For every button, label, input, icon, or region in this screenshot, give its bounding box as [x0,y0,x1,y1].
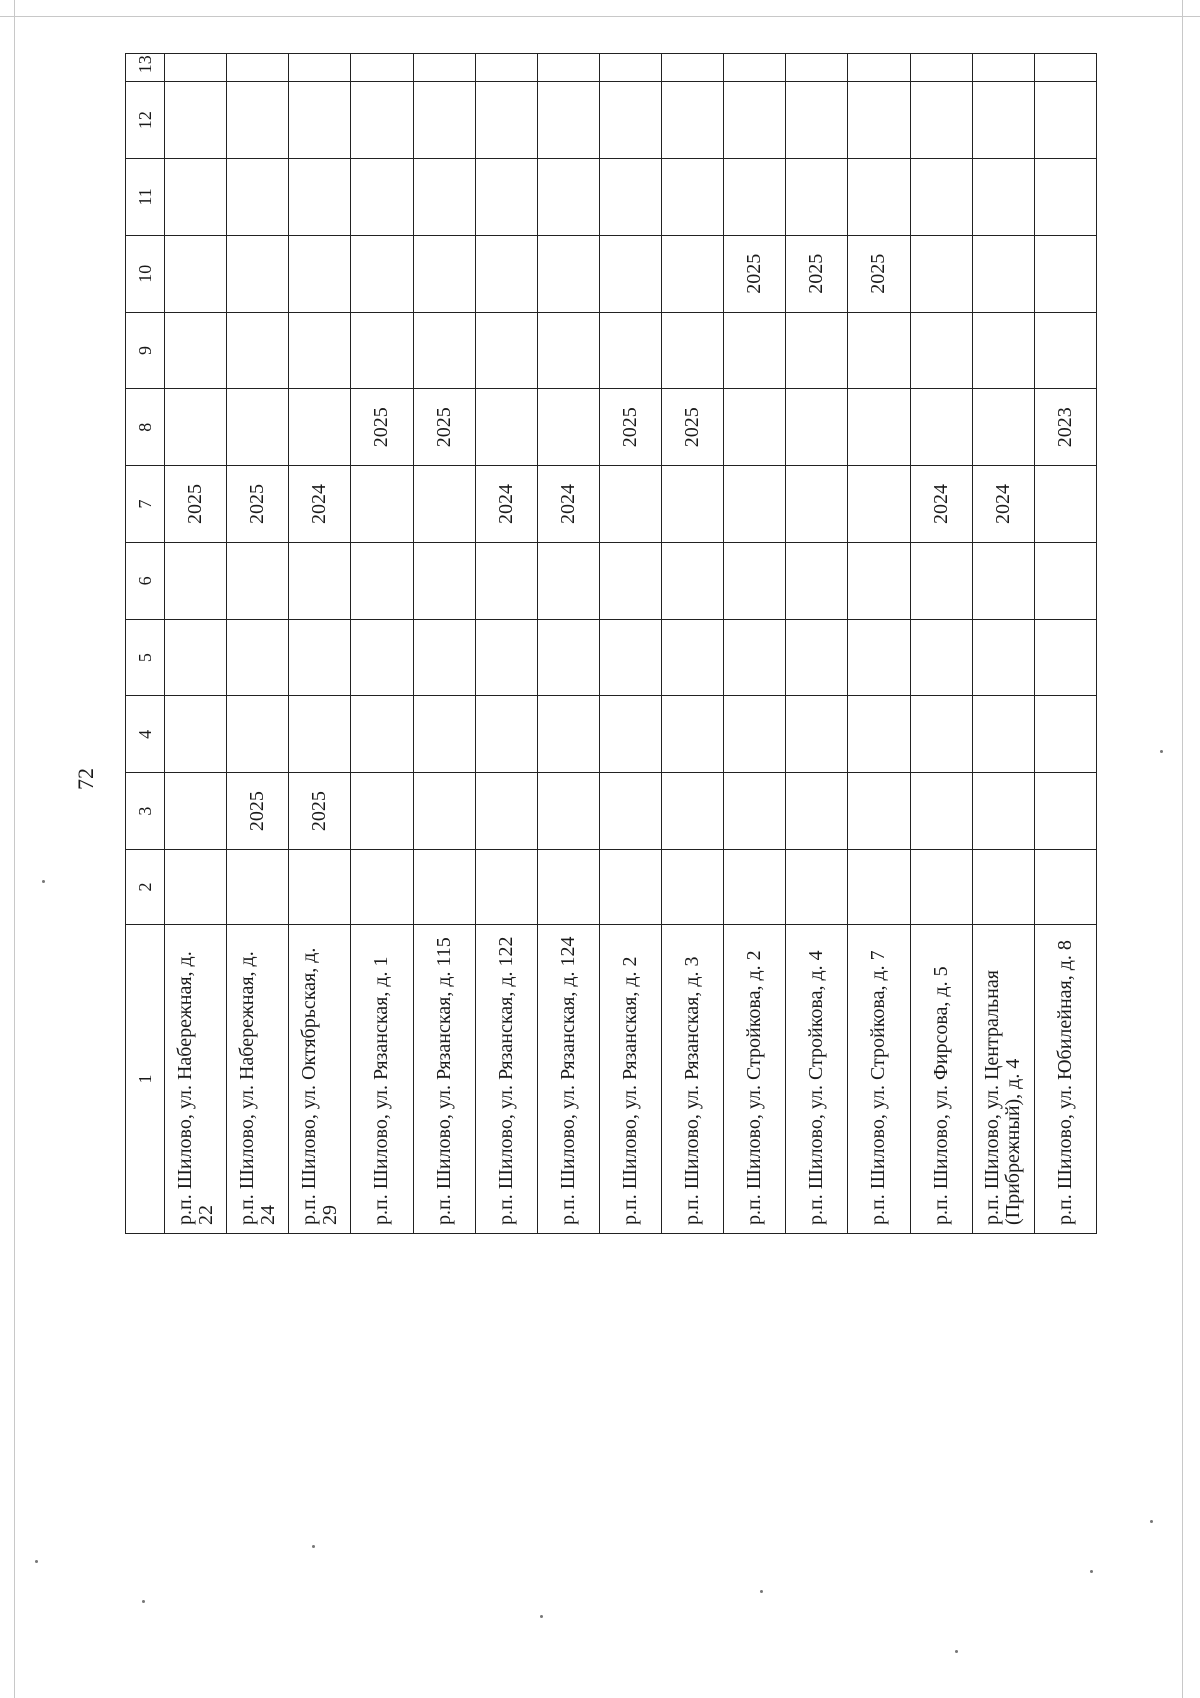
year-cell-col-6 [599,542,661,619]
year-cell-col-2 [475,850,537,925]
column-header-8: 8 [126,389,165,466]
year-cell-col-7: 2024 [475,466,537,543]
scan-speck [1090,1570,1093,1573]
year-cell-col-11 [165,159,227,236]
year-cell-col-3 [165,773,227,850]
table-row [537,54,599,1234]
year-cell-col-7: 2025 [227,466,289,543]
year-cell-col-10 [1034,235,1096,312]
column-header-13: 13 [126,54,165,82]
year-cell-col-10 [972,235,1034,312]
year-cell-col-5 [165,619,227,696]
year-cell-col-12 [351,82,413,159]
year-cell-col-10 [910,235,972,312]
year-cell-col-13 [848,54,910,82]
year-cell-col-2 [289,850,351,925]
year-cell-col-12 [1034,82,1096,159]
column-header-10: 10 [126,235,165,312]
scan-speck [35,1560,38,1563]
address-cell: р.п. Шилово, ул. Юбилейная, д. 8 [1034,924,1096,1233]
year-cell-col-13 [599,54,661,82]
year-cell-col-9 [662,312,724,389]
year-cell-col-13 [289,54,351,82]
year-cell-col-9 [848,312,910,389]
table-row [227,54,289,1234]
year-cell-col-7 [786,466,848,543]
year-cell-col-13 [537,54,599,82]
year-cell-col-6 [475,542,537,619]
table-row [910,54,972,1234]
year-cell-col-11 [662,159,724,236]
table-row [165,54,227,1234]
year-cell-col-8 [972,389,1034,466]
year-cell-col-10 [227,235,289,312]
year-cell-col-8 [910,389,972,466]
table-row [289,54,351,1234]
year-cell-col-4 [724,696,786,773]
year-cell-col-3 [1034,773,1096,850]
year-cell-col-3 [537,773,599,850]
address-cell: р.п. Шилово, ул. Набережная, д. 24 [227,924,289,1233]
year-cell-col-13 [972,54,1034,82]
year-cell-col-5 [662,619,724,696]
year-cell-col-3 [786,773,848,850]
year-cell-col-7: 2024 [910,466,972,543]
scan-speck [760,1590,763,1593]
year-cell-col-3: 2025 [227,773,289,850]
column-header-4: 4 [126,696,165,773]
table-row [599,54,661,1234]
table-row [848,54,910,1234]
year-cell-col-13 [413,54,475,82]
year-cell-col-6 [848,542,910,619]
year-cell-col-3 [599,773,661,850]
year-cell-col-13 [475,54,537,82]
year-cell-col-11 [786,159,848,236]
year-cell-col-5 [351,619,413,696]
year-cell-col-2 [413,850,475,925]
year-cell-col-11 [910,159,972,236]
table-row [786,54,848,1234]
year-cell-col-7 [413,466,475,543]
table-row [413,54,475,1234]
year-cell-col-12 [413,82,475,159]
year-cell-col-2 [599,850,661,925]
column-header-11: 11 [126,159,165,236]
year-cell-col-2 [972,850,1034,925]
year-cell-col-9 [289,312,351,389]
scan-left-edge [14,0,15,1698]
year-cell-col-4 [599,696,661,773]
year-cell-col-8: 2025 [599,389,661,466]
year-cell-col-13 [227,54,289,82]
year-cell-col-6 [662,542,724,619]
column-header-5: 5 [126,619,165,696]
year-cell-col-8: 2023 [1034,389,1096,466]
year-cell-col-13 [165,54,227,82]
year-cell-col-7 [599,466,661,543]
year-cell-col-2 [165,850,227,925]
table-row [972,54,1034,1234]
year-cell-col-9 [351,312,413,389]
year-cell-col-5 [972,619,1034,696]
year-cell-col-6 [724,542,786,619]
address-cell: р.п. Шилово, ул. Рязанская, д. 3 [662,924,724,1233]
year-cell-col-8 [724,389,786,466]
year-cell-col-8: 2025 [662,389,724,466]
year-cell-col-10: 2025 [786,235,848,312]
scan-speck [142,1600,145,1603]
table-header-row [126,54,165,1234]
year-cell-col-11 [351,159,413,236]
year-cell-col-8 [786,389,848,466]
year-cell-col-13 [910,54,972,82]
year-cell-col-3: 2025 [289,773,351,850]
year-cell-col-13 [786,54,848,82]
table-row [351,54,413,1234]
year-cell-col-13 [351,54,413,82]
year-cell-col-10 [165,235,227,312]
year-cell-col-2 [724,850,786,925]
year-cell-col-3 [413,773,475,850]
scan-speck [955,1650,958,1653]
year-cell-col-11 [1034,159,1096,236]
address-cell: р.п. Шилово, ул. Рязанская, д. 115 [413,924,475,1233]
year-cell-col-12 [475,82,537,159]
year-cell-col-4 [227,696,289,773]
address-cell: р.п. Шилово, ул. Набережная, д. 22 [165,924,227,1233]
year-cell-col-5 [289,619,351,696]
year-cell-col-8 [475,389,537,466]
year-cell-col-12 [848,82,910,159]
year-cell-col-7: 2025 [165,466,227,543]
year-cell-col-4 [972,696,1034,773]
year-cell-col-10 [413,235,475,312]
scan-speck [1150,1520,1153,1523]
year-cell-col-2 [662,850,724,925]
year-cell-col-13 [662,54,724,82]
year-cell-col-11 [537,159,599,236]
year-cell-col-2 [227,850,289,925]
year-cell-col-4 [910,696,972,773]
year-cell-col-11 [289,159,351,236]
year-cell-col-6 [413,542,475,619]
year-cell-col-10 [289,235,351,312]
year-cell-col-12 [724,82,786,159]
year-cell-col-3 [972,773,1034,850]
year-cell-col-10 [662,235,724,312]
year-cell-col-6 [786,542,848,619]
year-cell-col-12 [289,82,351,159]
year-cell-col-11 [413,159,475,236]
year-cell-col-13 [724,54,786,82]
scan-speck [42,880,45,883]
scan-speck [1160,750,1163,753]
year-cell-col-4 [289,696,351,773]
year-cell-col-9 [1034,312,1096,389]
year-cell-col-8: 2025 [351,389,413,466]
year-cell-col-2 [848,850,910,925]
year-cell-col-7 [662,466,724,543]
year-cell-col-6 [537,542,599,619]
year-cell-col-9 [475,312,537,389]
year-cell-col-7 [724,466,786,543]
year-cell-col-4 [537,696,599,773]
scan-top-edge [0,16,1200,17]
address-cell: р.п. Шилово, ул. Стройкова, д. 2 [724,924,786,1233]
year-cell-col-5 [413,619,475,696]
year-cell-col-10 [475,235,537,312]
year-cell-col-3 [724,773,786,850]
address-cell: р.п. Шилово, ул. Центральная (Прибрежный), д. 4 [972,924,1034,1233]
year-cell-col-3 [910,773,972,850]
scan-speck [540,1615,543,1618]
year-cell-col-9 [599,312,661,389]
address-cell: р.п. Шилово, ул. Октябрьская, д. 29 [289,924,351,1233]
year-cell-col-2 [910,850,972,925]
address-cell: р.п. Шилово, ул. Рязанская, д. 2 [599,924,661,1233]
year-cell-col-5 [227,619,289,696]
year-cell-col-12 [165,82,227,159]
year-cell-col-2 [786,850,848,925]
scan-right-edge [1182,0,1183,1698]
year-cell-col-7: 2024 [289,466,351,543]
year-cell-col-5 [724,619,786,696]
year-cell-col-4 [786,696,848,773]
year-cell-col-8: 2025 [413,389,475,466]
year-cell-col-9 [724,312,786,389]
year-cell-col-9 [972,312,1034,389]
scan-speck [312,1545,315,1548]
year-cell-col-4 [413,696,475,773]
year-cell-col-6 [972,542,1034,619]
table-body [165,54,1097,1234]
year-cell-col-5 [848,619,910,696]
year-cell-col-4 [351,696,413,773]
year-cell-col-13 [1034,54,1096,82]
year-cell-col-8 [289,389,351,466]
year-cell-col-9 [786,312,848,389]
year-cell-col-6 [910,542,972,619]
table-row [475,54,537,1234]
year-cell-col-7: 2024 [972,466,1034,543]
address-cell: р.п. Шилово, ул. Рязанская, д. 1 [351,924,413,1233]
year-cell-col-9 [910,312,972,389]
year-cell-col-6 [227,542,289,619]
year-cell-col-4 [662,696,724,773]
year-cell-col-9 [227,312,289,389]
year-cell-col-3 [848,773,910,850]
year-cell-col-3 [351,773,413,850]
year-cell-col-3 [475,773,537,850]
year-cell-col-5 [599,619,661,696]
year-cell-col-11 [599,159,661,236]
year-cell-col-5 [537,619,599,696]
address-cell: р.п. Шилово, ул. Рязанская, д. 122 [475,924,537,1233]
year-cell-col-11 [227,159,289,236]
table-container [125,54,1095,1234]
address-cell: р.п. Шилово, ул. Фирсова, д. 5 [910,924,972,1233]
year-cell-col-12 [227,82,289,159]
year-cell-col-12 [662,82,724,159]
year-cell-col-5 [910,619,972,696]
year-cell-col-9 [413,312,475,389]
year-cell-col-6 [1034,542,1096,619]
year-cell-col-9 [537,312,599,389]
year-cell-col-11 [724,159,786,236]
year-cell-col-4 [848,696,910,773]
column-header-2: 2 [126,850,165,925]
year-cell-col-8 [537,389,599,466]
year-cell-col-5 [475,619,537,696]
column-header-7: 7 [126,466,165,543]
year-cell-col-2 [537,850,599,925]
year-cell-col-10 [351,235,413,312]
year-cell-col-11 [848,159,910,236]
year-cell-col-10 [537,235,599,312]
year-cell-col-4 [1034,696,1096,773]
year-cell-col-6 [351,542,413,619]
year-cell-col-11 [475,159,537,236]
year-cell-col-10 [599,235,661,312]
column-header-3: 3 [126,773,165,850]
table-row [1034,54,1096,1234]
year-cell-col-12 [910,82,972,159]
year-cell-col-9 [165,312,227,389]
year-cell-col-7 [351,466,413,543]
table-row [724,54,786,1234]
year-cell-col-4 [165,696,227,773]
year-cell-col-12 [599,82,661,159]
table-row [662,54,724,1234]
year-cell-col-8 [165,389,227,466]
year-cell-col-2 [1034,850,1096,925]
data-table [125,53,1097,1234]
year-cell-col-7 [1034,466,1096,543]
year-cell-col-11 [972,159,1034,236]
year-cell-col-10: 2025 [848,235,910,312]
year-cell-col-6 [165,542,227,619]
year-cell-col-7 [848,466,910,543]
column-header-1: 1 [126,924,165,1233]
year-cell-col-5 [1034,619,1096,696]
year-cell-col-8 [227,389,289,466]
year-cell-col-10: 2025 [724,235,786,312]
column-header-12: 12 [126,82,165,159]
year-cell-col-6 [289,542,351,619]
address-cell: р.п. Шилово, ул. Стройкова, д. 4 [786,924,848,1233]
address-cell: р.п. Шилово, ул. Рязанская, д. 124 [537,924,599,1233]
year-cell-col-12 [537,82,599,159]
year-cell-col-8 [848,389,910,466]
year-cell-col-5 [786,619,848,696]
page-number: 72 [73,768,98,790]
year-cell-col-12 [786,82,848,159]
column-header-9: 9 [126,312,165,389]
year-cell-col-12 [972,82,1034,159]
year-cell-col-4 [475,696,537,773]
year-cell-col-2 [351,850,413,925]
address-cell: р.п. Шилово, ул. Стройкова, д. 7 [848,924,910,1233]
column-header-6: 6 [126,542,165,619]
year-cell-col-3 [662,773,724,850]
year-cell-col-7: 2024 [537,466,599,543]
